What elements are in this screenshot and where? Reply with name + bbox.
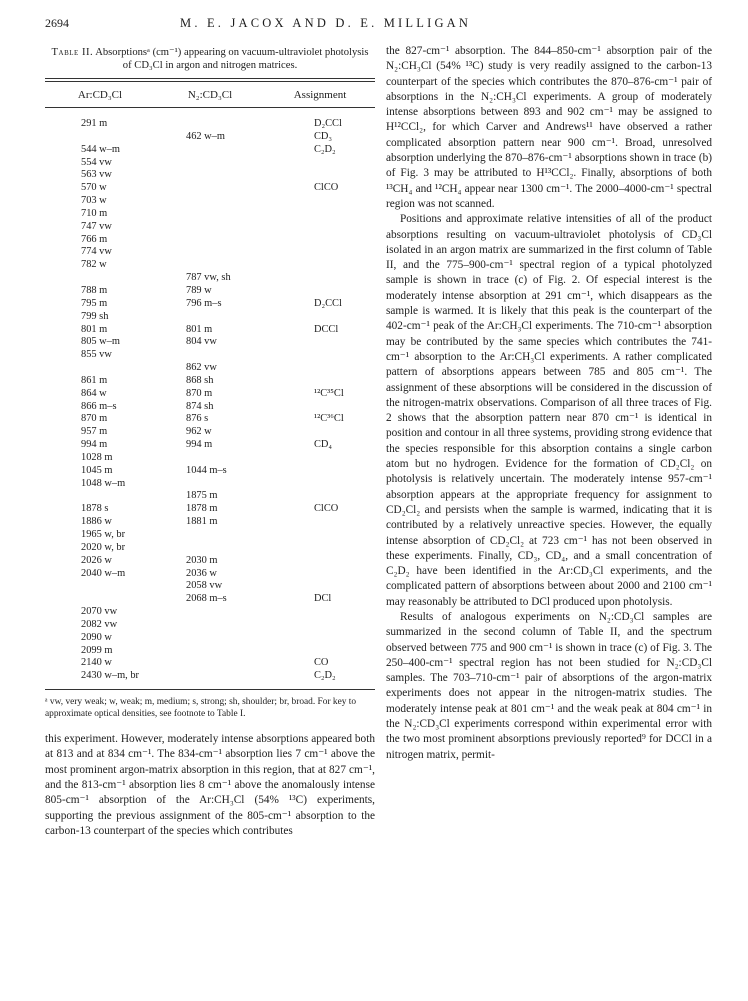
table-row [45,169,375,182]
cell-argon: 1886 w [81,516,112,528]
cell-argon: 2099 m [81,644,113,656]
table-row [45,593,375,606]
cell-argon: 782 w [81,259,107,271]
table-row [45,311,375,324]
table-row [45,362,375,375]
table-row [45,426,375,439]
table-row [45,465,375,478]
table-row [45,375,375,388]
cell-nitrogen: 1044 m–s [186,464,227,476]
cell-nitrogen: 994 m [186,439,213,451]
cell-argon: 864 w [81,387,107,399]
right-column [386,44,712,763]
cell-assignment: DCl [314,593,332,605]
page-number: 2694 [45,16,69,30]
table-row [45,568,375,581]
column-header-argon: Ar:CD₃Cl [77,89,123,101]
cell-assignment: C₂D₂ [314,670,336,682]
table-row [45,542,375,555]
cell-argon: 1028 m [81,451,113,463]
cell-assignment: CD₄ [314,439,333,451]
cell-nitrogen: 862 vw [186,362,217,374]
cell-argon: 799 sh [81,310,109,322]
table-row [45,246,375,259]
cell-argon: 805 w–m [81,336,120,348]
paragraph: Positions and approximate relative intensities of all of the product absorptions resulting on vacuum-ultraviolet photolysis of CD₃Cl isolated in an argon matrix are summarized in the first column of Table II, and the 775–900-cm⁻¹ spectral region of a typical photolyzed sample is shown in trace (c) of Fig. 2. Of especial interest is the moderately intense absorption at 291 cm⁻¹, which disappears as the sample is warmed. It is likely that this peak is the counterpart of the 402-cm⁻¹ peak of the Ar:CH₃Cl experiments. The 710-cm⁻¹ absorption may be contributed by the same species which contributes the 741-cm⁻¹ absorption to the Ar:CH₃Cl experiments. A rather complicated pattern of absorptions appears between 785 and 805 cm⁻¹. The assignment of these absorptions will be considered in the discussion of the nitrogen-matrix observations. Comparison of all three traces of Fig. 2 shows that the absorption pattern near 870 cm⁻¹ is identical in position and contour in all three systems, providing strong evidence that the species responsible for this absorption contains a single carbon atom but no hydrogen. Evidence for the formation of CD₂Cl₂ on photolysis is relatively uncertain. The moderately intense 957-cm⁻¹ absorption appears at the appropriate frequency for assignment to CD₂Cl₂ and persists when the sample is warmed, indicating that it is contributed by a relatively unreactive species. However, the equally intense absorption of CD₂Cl₂ at 723 cm⁻¹ has not been observed in these experiments. Finally, CD₃, CD₄, and a small concentration of C₂D₂ have been identified in the Ar:CD₃Cl experiments, and the complicated pattern of absorptions between about 2000 and 2100 cm⁻¹ may reasonably be attributed to DCl produced upon photolysis. [386,213,712,608]
cell-nitrogen: 876 s [186,413,209,425]
table-body [45,108,375,683]
cell-argon: 870 m [81,413,108,425]
cell-argon: 554 vw [81,156,112,168]
left-column [45,46,375,839]
cell-argon: 1045 m [81,464,113,476]
table-row [45,452,375,465]
table-caption-text: Absorptionsᵃ (cm⁻¹) appearing on vacuum-ultraviolet photolysis of CD₃Cl in argon and nitrogen matrices. [95,47,369,71]
cell-argon: 957 m [81,426,108,438]
cell-argon: 788 m [81,284,108,296]
column-header-nitrogen: N₂:CD₃Cl [187,89,233,101]
table-row [45,272,375,285]
cell-nitrogen: 962 w [186,426,212,438]
table-row [45,131,375,144]
cell-assignment: CD₃ [314,130,333,142]
cell-argon: 861 m [81,374,108,386]
cell-nitrogen: 1875 m [186,490,218,502]
cell-argon: 801 m [81,323,108,335]
cell-nitrogen: 801 m [186,323,213,335]
cell-assignment: ClCO [314,503,339,515]
cell-argon: 766 m [81,233,108,245]
cell-nitrogen: 868 sh [186,374,214,386]
table-row [45,555,375,568]
table-caption-label: Table II. [51,47,94,58]
cell-argon: 2026 w [81,554,112,566]
table-footnote: ᵃ vw, very weak; w, weak; m, medium; s, strong; sh, shoulder; br, broad. For key to approximate optical densities, see footnote to Table I. [45,697,357,720]
cell-assignment: ¹²C³⁶Cl [314,413,344,425]
table-row [45,580,375,593]
table-row [45,516,375,529]
table-row [45,490,375,503]
table-row [45,259,375,272]
cell-assignment: D₂CCl [314,297,342,309]
table-row [45,157,375,170]
table-row [45,606,375,619]
table-row [45,645,375,658]
cell-nitrogen: 796 m–s [186,297,222,309]
cell-nitrogen: 1881 m [186,516,218,528]
cell-nitrogen: 2030 m [186,554,218,566]
cell-nitrogen: 787 vw, sh [186,272,231,284]
cell-argon: 710 m [81,207,108,219]
left-body-text [45,732,375,839]
table-row [45,336,375,349]
paragraph: the 827-cm⁻¹ absorption. The 844–850-cm⁻¹ absorption pair of the N₂:CH₃Cl (54% ¹³C) study is very readily assigned to the carbon-13 counterpart of the species which contributes the 870–876-cm⁻¹ pair of absorptions in the N₂:CH₃Cl experiments. A group of moderately intense absorptions between 893 and 902 cm⁻¹ may be assigned to H¹²CCl₂, for which Carver and Andrews¹¹ have observed a rather complicated absorption pattern near 900 cm⁻¹. Broad, unresolved absorption underlying the 870–876-cm⁻¹ absorptions shown in trace (b) of Fig. 3 may be attributed to H¹³CCl₂. Finally, absorptions of both ¹³CH₄ and ¹²CH₄ appear near 1300 cm⁻¹. The 2000–4000-cm⁻¹ spectral region was not scanned. [386,45,712,210]
cell-nitrogen: 870 m [186,387,213,399]
cell-argon: 570 w [81,182,107,194]
table-row [45,349,375,362]
table-row [45,413,375,426]
cell-assignment: C₂D₂ [314,143,336,155]
cell-nitrogen: 789 w [186,284,212,296]
cell-argon: 855 vw [81,349,112,361]
cell-argon: 2082 vw [81,618,118,630]
table-row [45,144,375,157]
cell-argon: 563 vw [81,169,112,181]
cell-argon: 291 m [81,118,108,129]
cell-nitrogen: 874 sh [186,400,214,412]
cell-argon: 1048 w–m [81,477,126,489]
table-row [45,529,375,542]
paragraph: Results of analogous experiments on N₂:CD₃Cl samples are summarized in the second column of Table II, and the spectrum observed between 775 and 900 cm⁻¹ is shown in trace (c) of Fig. 3. The 250–400-cm⁻¹ spectral region has not been studied for N₂:CD₃Cl samples. The 703–710-cm⁻¹ pair of absorptions of the argon-matrix experiments does not appear in the nitrogen-matrix studies. The moderately intense peak at 801 cm⁻¹ and the weak peak at 804 cm⁻¹ in the N₂:CD₃Cl experiments correspond within experimental error with the two most prominent absorptions previously reported⁹ for DCCl in a nitrogen matrix, permit- [386,610,712,761]
cell-assignment: DCCl [314,323,339,335]
cell-argon: 774 vw [81,246,112,258]
cell-argon: 747 vw [81,220,112,232]
table-row [45,478,375,491]
table-row [45,439,375,452]
cell-argon: 795 m [81,297,108,309]
cell-nitrogen: 1878 m [186,503,218,515]
table-row [45,324,375,337]
table-row [45,657,375,670]
cell-argon: 994 m [81,439,108,451]
table-row [45,118,375,131]
cell-argon: 2090 w [81,631,112,643]
cell-argon: 1965 w, br [81,529,126,540]
table-row [45,388,375,401]
table-caption [45,46,375,72]
cell-argon: 1878 s [81,503,109,515]
cell-argon: 2070 vw [81,606,118,618]
cell-argon: 866 m–s [81,400,117,412]
cell-nitrogen: 804 vw [186,336,217,348]
cell-nitrogen: 462 w–m [186,130,225,142]
cell-argon: 2430 w–m, br [81,670,140,682]
table-row [45,632,375,645]
cell-assignment: D₂CCl [314,118,342,129]
table-row [45,221,375,234]
cell-assignment: ClCO [314,182,339,194]
table-header [45,82,375,103]
table-row [45,234,375,247]
cell-argon: 544 w–m [81,143,120,155]
cell-nitrogen: 2036 w [186,567,217,579]
table-row [45,285,375,298]
cell-argon: 703 w [81,195,107,207]
cell-argon: 2040 w–m [81,567,126,579]
cell-nitrogen: 2058 vw [186,580,223,592]
cell-argon: 2140 w [81,657,112,669]
table-row [45,195,375,208]
table-row [45,503,375,516]
table-row [45,401,375,414]
table-row [45,182,375,195]
table-row [45,670,375,683]
running-head: M. E. JACOX AND D. E. MILLIGAN [180,16,472,30]
table-row [45,619,375,632]
cell-assignment: ¹²C³⁵Cl [314,387,344,399]
cell-argon: 2020 w, br [81,541,126,553]
table-row [45,208,375,221]
cell-assignment: CO [314,657,329,669]
table-bottom-rule [45,689,375,690]
column-header-assignment: Assignment [293,89,347,101]
paragraph: this experiment. However, moderately intense absorptions appeared both at 813 and at 834 cm⁻¹. The 834-cm⁻¹ absorption lies 7 cm⁻¹ above the most prominent argon-matrix absorption in this region, that at 827 cm⁻¹, and the 813-cm⁻¹ absorption lies 8 cm⁻¹ above the anomalously intense 805-cm⁻¹ absorption of the Ar:CH₃Cl (54% ¹³C) experiments, supporting the previous assignment of the 805-cm⁻¹ absorption to the carbon-13 counterpart of the species which contributes [45,733,375,837]
table-row [45,298,375,311]
cell-nitrogen: 2068 m–s [186,593,227,605]
